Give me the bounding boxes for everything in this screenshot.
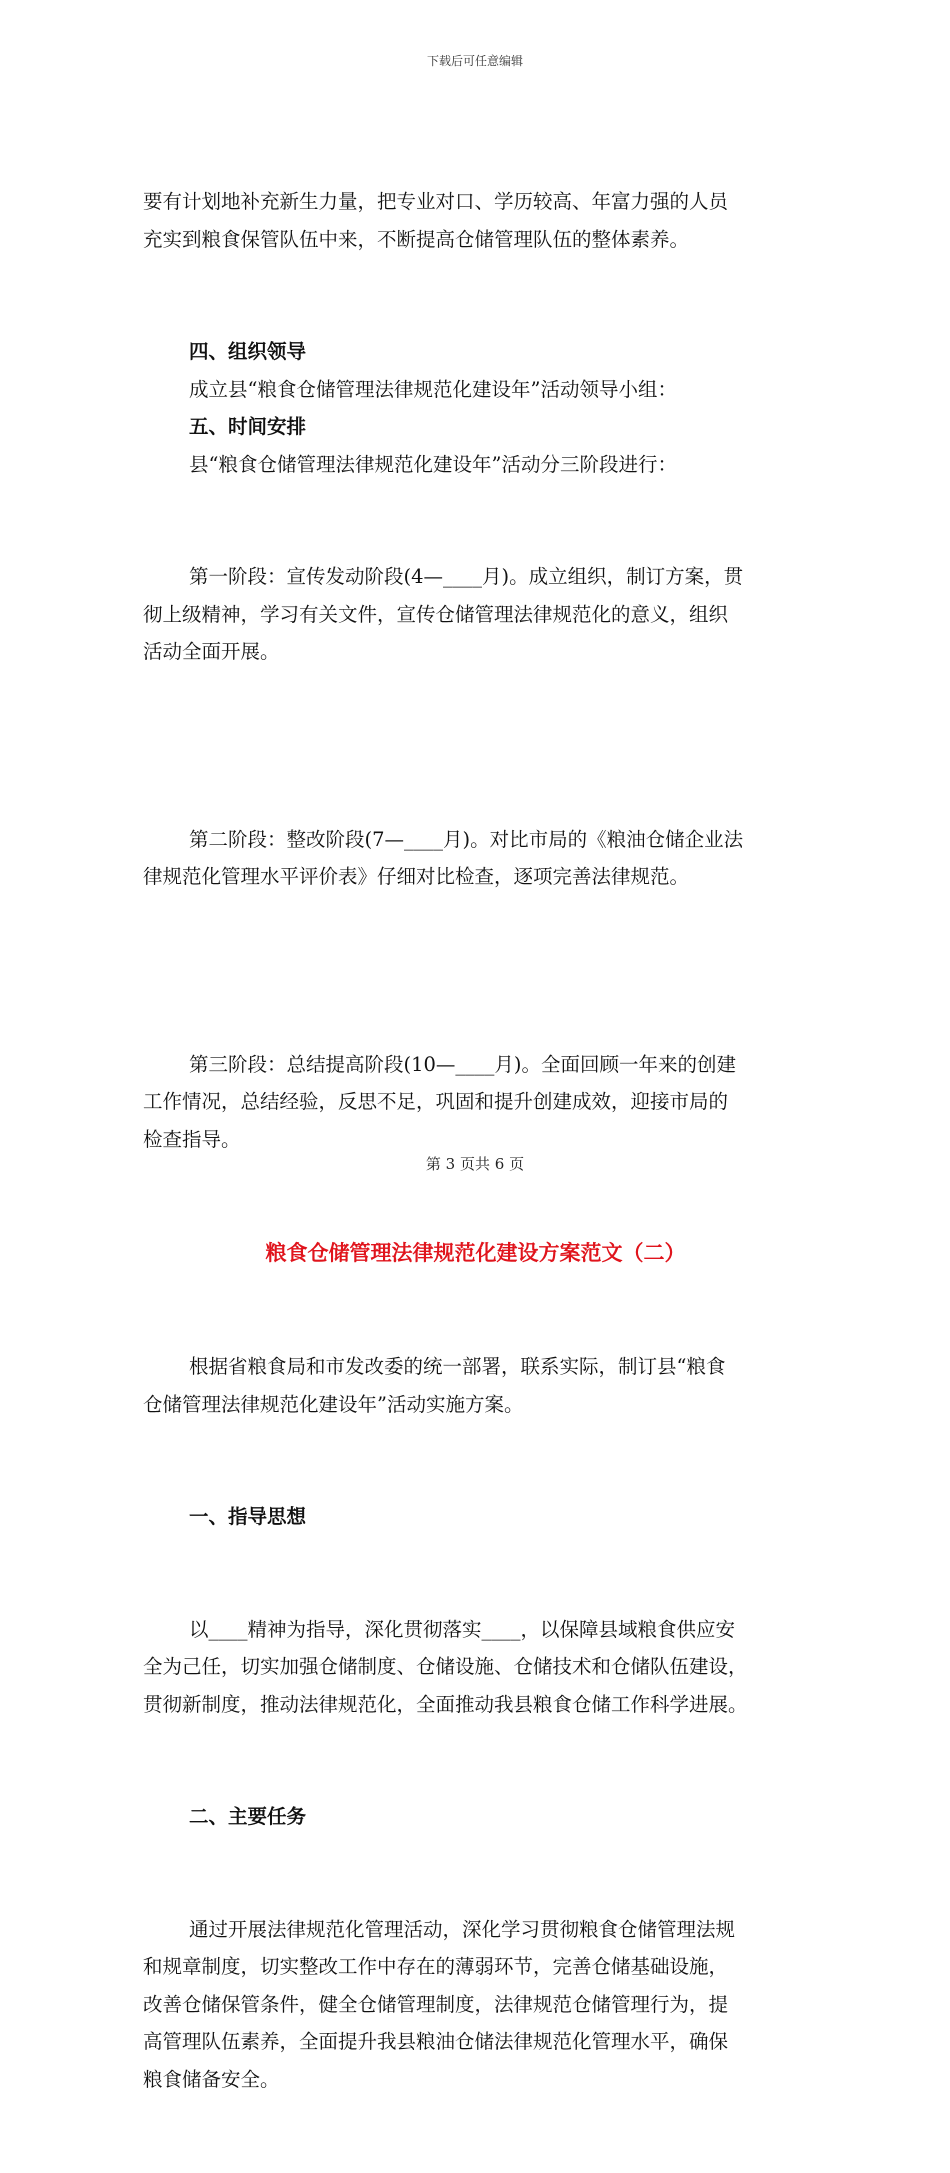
paragraph-guiding-thought bbox=[143, 1536, 808, 1799]
section-heading-schedule: 五、时间安排 bbox=[143, 408, 808, 446]
paragraph-main-tasks bbox=[143, 1836, 808, 2173]
text-line: 根据省粮食局和市发改委的统一部署，联系实际，制订县“粮食 bbox=[143, 1348, 808, 1386]
text-line: 以____精神为指导，深化贯彻落实____，以保障县域粮食供应安 bbox=[143, 1611, 808, 1649]
text-line: 仓储管理法律规范化建设年”活动实施方案。 bbox=[143, 1386, 808, 1424]
text-line: 要有计划地补充新生力量，把专业对口、学历较高、年富力强的人员 bbox=[143, 183, 808, 221]
paragraph-continuation bbox=[143, 108, 808, 333]
text-line: 第三阶段：总结提高阶段(10—____月)。全面回顾一年来的创建 bbox=[143, 1046, 808, 1084]
section-heading-guiding-thought: 一、指导思想 bbox=[143, 1498, 808, 1536]
text-line: 全为己任，切实加强仓储制度、仓储设施、仓储技术和仓储队伍建设， bbox=[143, 1648, 808, 1686]
paragraph-phase-one bbox=[143, 483, 808, 746]
text-line: 第二阶段：整改阶段(7—____月)。对比市局的《粮油仓储企业法 bbox=[143, 821, 808, 859]
page-header: 下载后可任意编辑 bbox=[0, 52, 950, 69]
paragraph-schedule-intro: 县“粮食仓储管理法律规范化建设年”活动分三阶段进行： bbox=[143, 446, 808, 484]
text-line: 粮食储备安全。 bbox=[143, 2061, 808, 2099]
section-heading-organization: 四、组织领导 bbox=[143, 333, 808, 371]
text-line: 彻上级精神，学习有关文件，宣传仓储管理法律规范化的意义，组织 bbox=[143, 596, 808, 634]
paragraph-intro-two bbox=[143, 1273, 808, 1498]
page-footer: 第 3 页共 6 页 bbox=[0, 1153, 950, 1174]
paragraph-phase-two bbox=[143, 746, 808, 971]
text-line: 高管理队伍素养，全面提升我县粮油仓储法律规范化管理水平，确保 bbox=[143, 2023, 808, 2061]
text-line: 通过开展法律规范化管理活动，深化学习贯彻粮食仓储管理法规 bbox=[143, 1911, 808, 1949]
text-line: 充实到粮食保管队伍中来，不断提高仓储管理队伍的整体素养。 bbox=[143, 221, 808, 259]
text-line: 贯彻新制度，推动法律规范化，全面推动我县粮食仓储工作科学进展。 bbox=[143, 1686, 808, 1724]
text-line: 检查指导。 bbox=[143, 1121, 808, 1159]
text-line: 改善仓储保管条件，健全仓储管理制度，法律规范仓储管理行为，提 bbox=[143, 1986, 808, 2024]
text-line: 律规范化管理水平评价表》仔细对比检查，逐项完善法律规范。 bbox=[143, 858, 808, 896]
text-line: 工作情况，总结经验，反思不足，巩固和提升创建成效，迎接市局的 bbox=[143, 1083, 808, 1121]
document-body bbox=[143, 108, 808, 2173]
text-line: 活动全面开展。 bbox=[143, 633, 808, 671]
paragraph-leadership-group: 成立县“粮食仓储管理法律规范化建设年”活动领导小组： bbox=[143, 371, 808, 409]
paragraph-phase-three bbox=[143, 971, 808, 1234]
document-title-two: 粮食仓储管理法律规范化建设方案范文（二） bbox=[143, 1233, 808, 1273]
text-line: 和规章制度，切实整改工作中存在的薄弱环节，完善仓储基础设施， bbox=[143, 1948, 808, 1986]
section-heading-main-tasks: 二、主要任务 bbox=[143, 1798, 808, 1836]
text-line: 第一阶段：宣传发动阶段(4—____月)。成立组织，制订方案，贯 bbox=[143, 558, 808, 596]
